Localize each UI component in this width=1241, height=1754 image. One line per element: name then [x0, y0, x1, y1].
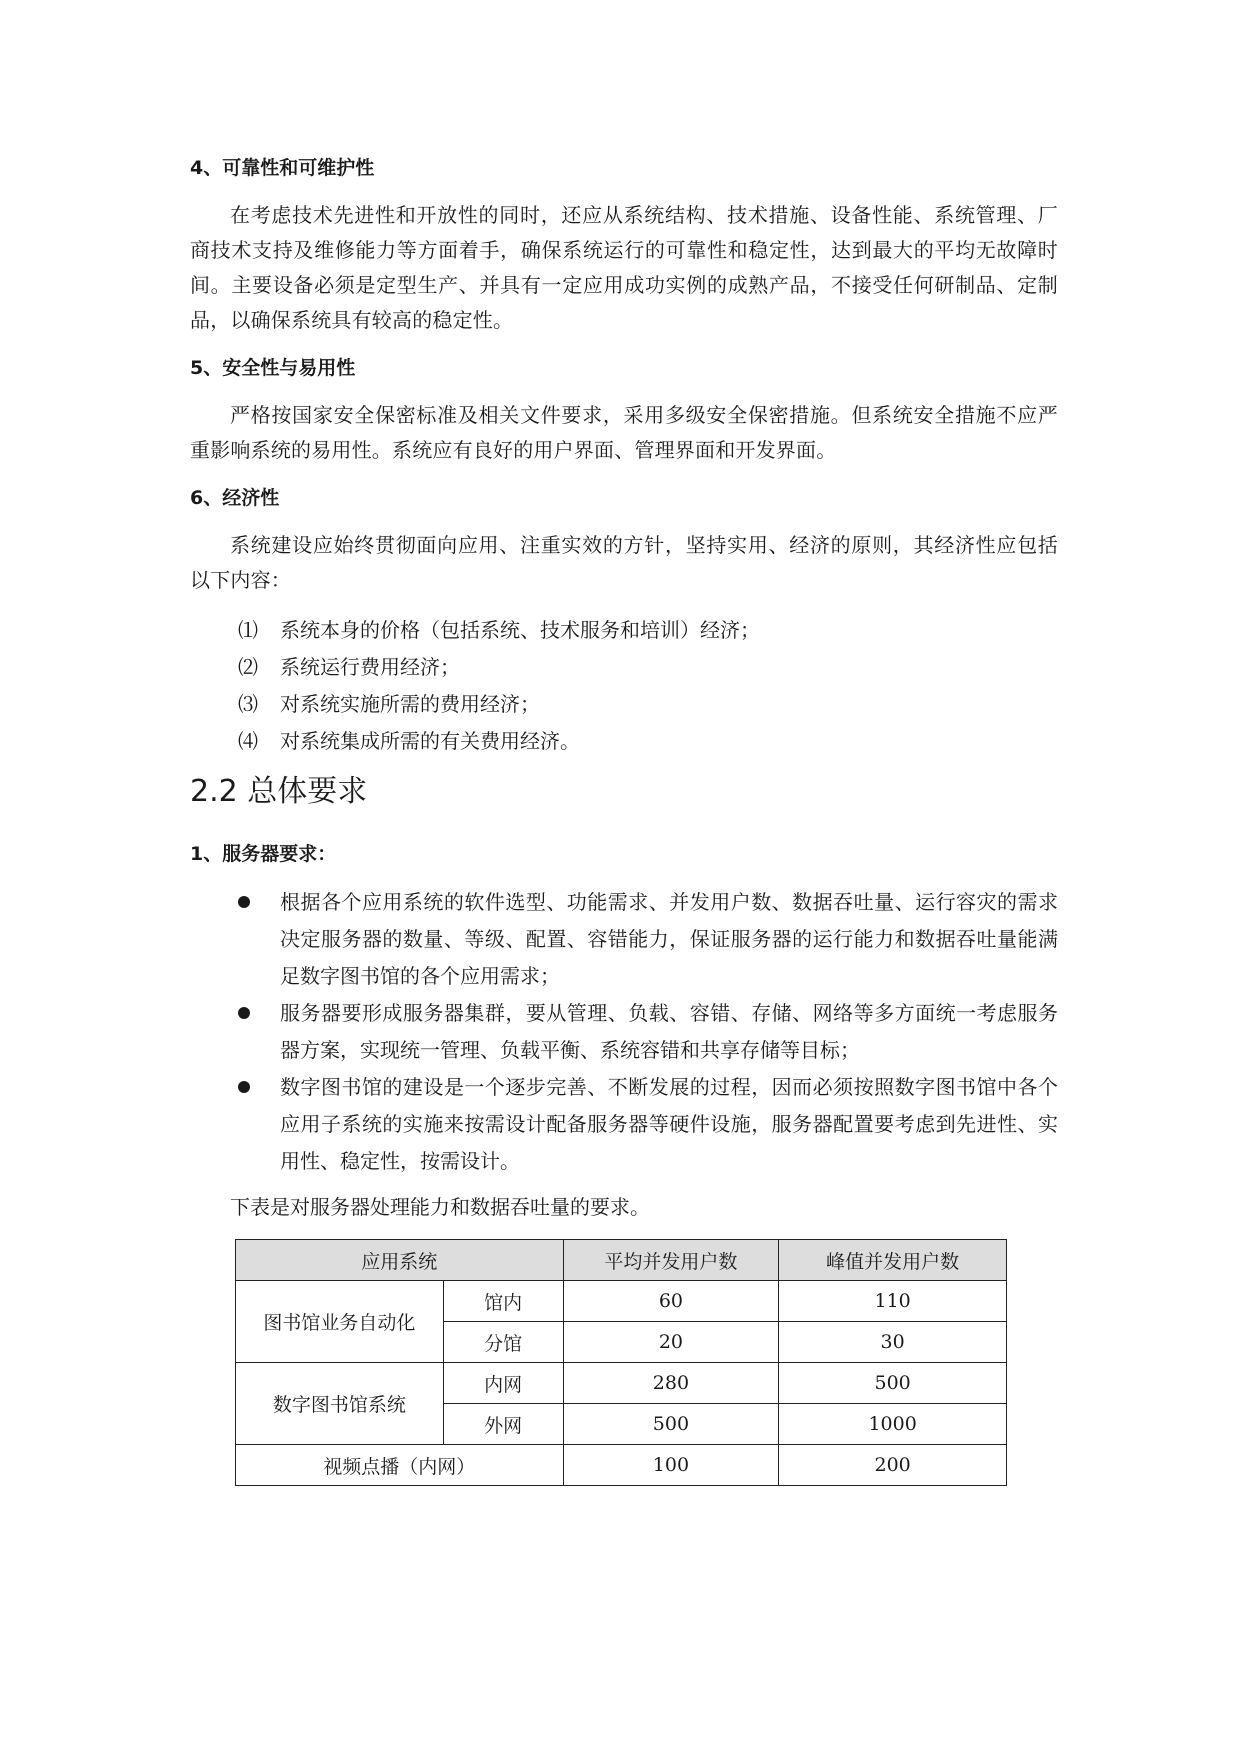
list-item — [238, 649, 1058, 686]
list-text: 对系统实施所需的费用经济； — [280, 692, 540, 716]
section-heading-server: 1、服务器要求： — [190, 843, 337, 865]
avg-cell: 20 — [563, 1322, 779, 1363]
paragraph-reliability: 在考虑技术先进性和开放性的同时，还应从系统结构、技术措施、设备性能、系统管理、厂商技术支持及维修能力等方面着手，确保系统运行的可靠性和稳定性，达到最大的平均无故障时间。主要设备必须是定型生产、并具有一定应用成功实例的成熟产品，不接受任何研制品、定制品，以确保系统具有较高的稳定性。 — [190, 203, 1058, 332]
sub-cell: 内网 — [443, 1363, 563, 1404]
list-item — [238, 723, 1058, 760]
list-item — [238, 612, 1058, 649]
bullet-dot-icon — [238, 995, 280, 1069]
group-cell: 数字图书馆系统 — [236, 1363, 444, 1445]
economy-list — [238, 612, 1058, 760]
bullet-item — [238, 884, 1058, 995]
avg-cell: 60 — [563, 1281, 779, 1322]
header-cell: 应用系统 — [236, 1240, 564, 1281]
group-cell: 视频点播（内网） — [236, 1445, 564, 1486]
avg-cell: 500 — [563, 1404, 779, 1445]
section-heading-security: 5、安全性与易用性 — [190, 357, 356, 379]
bullet-item — [238, 1069, 1058, 1180]
peak-cell: 200 — [779, 1445, 1007, 1486]
header-cell: 峰值并发用户数 — [779, 1240, 1007, 1281]
peak-cell: 1000 — [779, 1404, 1007, 1445]
page-content — [190, 152, 1058, 1486]
server-capacity-table — [235, 1239, 1007, 1486]
table-row — [236, 1281, 1007, 1322]
table-header-row — [236, 1240, 1007, 1281]
section-heading-reliability: 4、可靠性和可维护性 — [190, 157, 375, 179]
list-number: ⑵ — [238, 655, 258, 679]
bullet-text: 数字图书馆的建设是一个逐步完善、不断发展的过程，因而必须按照数字图书馆中各个应用子系统的实施来按需设计配备服务器等硬件设施，服务器配置要考虑到先进性、实用性、稳定性，按需设计。 — [280, 1075, 1058, 1173]
list-text: 系统本身的价格（包括系统、技术服务和培训）经济； — [280, 618, 760, 642]
header-cell: 平均并发用户数 — [563, 1240, 779, 1281]
avg-cell: 100 — [563, 1445, 779, 1486]
bullet-dot-icon — [238, 1069, 280, 1180]
group-cell: 图书馆业务自动化 — [236, 1281, 444, 1363]
paragraph-security: 严格按国家安全保密标准及相关文件要求，采用多级安全保密措施。但系统安全措施不应严重影响系统的易用性。系统应有良好的用户界面、管理界面和开发界面。 — [190, 403, 1058, 462]
sub-cell: 馆内 — [443, 1281, 563, 1322]
sub-cell: 外网 — [443, 1404, 563, 1445]
section-heading-economy: 6、经济性 — [190, 487, 280, 509]
table-row — [236, 1363, 1007, 1404]
list-text: 对系统集成所需的有关费用经济。 — [280, 729, 580, 753]
peak-cell: 500 — [779, 1363, 1007, 1404]
sub-cell: 分馆 — [443, 1322, 563, 1363]
list-number: ⑶ — [238, 692, 258, 716]
list-number: ⑴ — [238, 618, 258, 642]
chapter-title: 2.2 总体要求 — [190, 774, 368, 809]
peak-cell: 30 — [779, 1322, 1007, 1363]
bullet-item — [238, 995, 1058, 1069]
bullet-dot-icon — [238, 884, 280, 995]
bullet-text: 服务器要形成服务器集群，要从管理、负载、容错、存储、网络等多方面统一考虑服务器方案，实现统一管理、负载平衡、系统容错和共享存储等目标； — [280, 1001, 1058, 1062]
table-row — [236, 1445, 1007, 1486]
paragraph-economy: 系统建设应始终贯彻面向应用、注重实效的方针，坚持实用、经济的原则，其经济性应包括以下内容： — [190, 533, 1058, 592]
list-number: ⑷ — [238, 729, 258, 753]
list-item — [238, 686, 1058, 723]
bullet-text: 根据各个应用系统的软件选型、功能需求、并发用户数、数据吞吐量、运行容灾的需求决定服务器的数量、等级、配置、容错能力，保证服务器的运行能力和数据吞吐量能满足数字图书馆的各个应用需求； — [280, 890, 1058, 988]
server-requirements-list — [238, 884, 1058, 1180]
table-intro: 下表是对服务器处理能力和数据吞吐量的要求。 — [230, 1195, 650, 1219]
avg-cell: 280 — [563, 1363, 779, 1404]
list-text: 系统运行费用经济； — [280, 655, 460, 679]
peak-cell: 110 — [779, 1281, 1007, 1322]
